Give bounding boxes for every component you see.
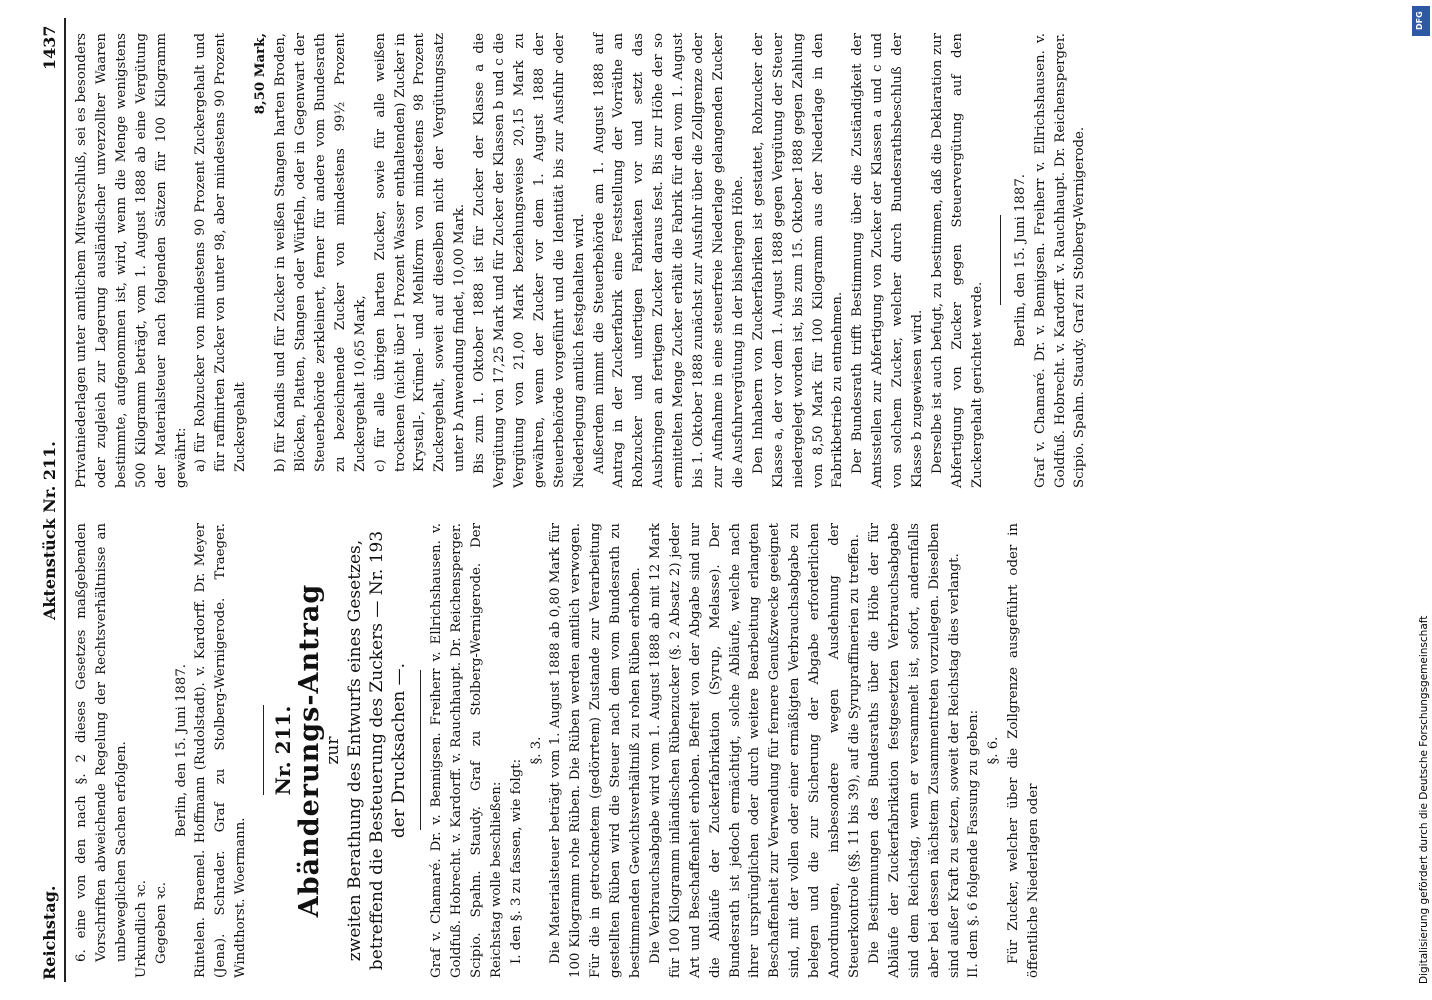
item-6: 6. eine von den nach §. 2 dieses Gesetzes maßgebenden Vorschriften abweichende Regelung der Rechtsverhältnisse an unbeweglichen Sachen erfolgen.: [74, 523, 129, 962]
paragraph-6-heading: §. 6.: [986, 736, 1002, 765]
dfg-logo-text: DFG: [1415, 11, 1424, 30]
paragraph-6-text-5: Den Inhabern von Zuckerfabriken ist gestattet, Rohzucker der Klasse a, der vor dem 1. August 1888 gegen Vergütung der Steuer niedergelegt worden ist, bis zum 15. Oktober 1888 gegen Zahlung von 8,50 Mark für 100 Kilogramm aus der Niederlage in den Fabrikbetrieb zu entnehmen.: [750, 33, 846, 488]
date-line-1: Berlin, den 15. Juni 1887.: [173, 663, 189, 838]
signatories-2: Graf v. Chamaré. Dr. v. Bennigsen. Freiherr v. Ellrichshausen. v. Goldfuß. Hobrecht. v. Kardorff. v. Rauchhaupt. Dr. Reichensperger. Scipio. Spahn. Staudy. Graf zu Stolberg-Wernigerode.: [1032, 33, 1088, 488]
item-I: I. den §. 3 zu fassen, wie folgt:: [508, 758, 524, 964]
amendment-title: Abänderungs-Antrag: [294, 583, 326, 918]
date-divider: [1000, 216, 1001, 306]
paragraph-3-text-2: Die Verbrauchsabgabe wird vom 1. August 1888 ab mit 12 Mark für 100 Kilogramm inländischen Rübenzucker (§. 2 Absatz 2) jeder Art und Beschaffenheit erhoben. Befreit von der Abgabe sind nur die Abläufe der Zuckerfabrikation (Syrup, Melasse). Der Bundesrath ist jedoch ermächtigt, solche Abläufe, welche nach ihrer ursprünglichen oder durch weitere Bearbeitung erlangten Beschaffenheit zur Verwendung für fernere Genußzwecke geeignet sind, mit der vollen oder einer ermäßigten Verbrauchsabgabe zu belegen und die zur Sicherung der Abgabe erforderlichen Anordnungen, insbesondere wegen Ausdehnung der Steuerkontrole (§§. 11 bis 39), auf die Syrupraffinerien zu treffen.: [647, 523, 862, 978]
item-a: a) für Rohzucker von mindestens 90 Prozent Zuckergehalt und für raffinirten Zucker von unter 98, aber mindestens 90 Prozent Zuckergehalt: [193, 33, 249, 472]
paragraph-6-text-7: Derselbe ist auch befugt, zu bestimmen, daß die Deklaration zur Abfertigung von Zucker gegen Steuervergütung auf den Zuckergehalt gerichtet werde.: [929, 33, 985, 488]
zur-text: zur: [322, 736, 343, 765]
right-column: [72, 33, 1090, 488]
urkundlich-text: Urkundlich ꝛc.: [133, 880, 149, 978]
paragraph-6-text-3: Bis zum 1. Oktober 1888 ist für Zucker der Klasse a die Vergütung von 17,25 Mark und für Zucker der Klassen b und c die Vergütung von 21,00 Mark beziehungsweise 20,15 Mark zu gewähren, wenn der Zucker vor dem 1. August 1888 der Steuerbehörde vorgeführt und die Identität bis zur Ausfuhr oder Niederlegung amtlich festgehalten wird.: [472, 33, 587, 488]
paragraph-6-text-6: Der Bundesrath trifft Bestimmung über die Zuständigkeit der Amtsstellen zur Abfertigung von Zucker der Klassen a und c und von solchem Zucker, welcher durch Bundesrathsbeschluß der Klasse b zugewiesen wird.: [850, 33, 926, 488]
document-number-title: Nr. 211.: [271, 705, 296, 796]
paragraph-6-text-4: Außerdem nimmt die Steuerbehörde am 1. August 1888 auf Antrag in der Zuckerfabrik eine Feststellung der Vorräthe an Rohzucker und unfertigen Fabrikaten vor und setzt das Ausbringen an fertigem Zucker daraus fest. Bis zur Höhe der so ermittelten Menge Zucker erhält die Fabrik für den vom 1. August bis 1. Oktober 1888 zunächst zur Ausfuhr über die Zollgrenze oder zur Aufnahme in eine steuerfreie Niederlage gelangenden Zucker die Ausfuhrvergütung in der bisherigen Höhe.: [591, 33, 746, 488]
item-a-amount: 8,50 Mark,: [253, 33, 269, 115]
header-center: Aktenstück Nr. 211.: [40, 441, 59, 620]
amendment-subtitle: zweiten Berathung des Entwurfs eines Gesetzes, betreffend die Besteuerung des Zuckers — Nr. 193 der Drucksachen —.: [344, 530, 409, 971]
paragraph-6-text-2: Privatniederlagen unter amtlichem Mitverschluß, sei es besonders oder zugleich zur Lagerung ausländischer unverzollter Waaren bestimmte, aufgenommen ist, wird, wenn die Menge wenigstens 500 Kilogramm beträgt, vom 1. August 1888 ab eine Vergütung der Materialsteuer nach folgenden Sätzen für 100 Kilogramm gewährt:: [74, 33, 189, 488]
header-rule: [64, 18, 66, 982]
digitization-note: Digitalisierung gefördert durch die Deutsche Forschungsgemeinschaft: [1418, 615, 1430, 984]
header-left: Reichstag.: [40, 885, 59, 980]
item-c: c) für alle übrigen harten Zucker, sowie für alle weißen trockenen (nicht über 1 Prozent Wasser enthaltenden) Zucker in Krystall-, Krümel- und Mehlform von mindestens 98 Prozent Zuckergehalt, soweit auf dieselben nicht der Vergütungssatz unter b Anwendung findet, 10,00 Mark.: [372, 33, 468, 472]
item-II: II. dem §. 6 folgende Fassung zu geben:: [966, 709, 982, 978]
page-number: 1437: [40, 25, 59, 70]
date-line-2: Berlin, den 15. Juni 1887.: [1012, 173, 1028, 348]
paragraph-6-text-1: Für Zucker, welcher über die Zollgrenze ausgeführt oder in öffentliche Niederlagen oder: [1006, 523, 1042, 978]
signatories-1: Rintelen. Braemel. Hoffmann (Rudolstadt). v. Kardorff. Dr. Meyer (Jena). Schrader. Graf zu Stolberg-Wernigerode. Traeger. Windthorst. Woermann.: [193, 523, 249, 978]
paragraph-3-text-3: Die Bestimmungen des Bundesraths über die Höhe der für Abläufe der Zuckerfabrikation festgesetzten Verbrauchsabgabe sind dem Reichstag, wenn er versammelt ist, sofort, andernfalls aber bei dessen nächstem Zusammentreten vorzulegen. Dieselben sind außer Kraft zu setzen, soweit der Reichstag dies verlangt.: [866, 523, 962, 978]
subtitle-divider: [420, 671, 421, 831]
gegeben-text: Gegeben ꝛc.: [153, 881, 169, 964]
left-column: [72, 523, 1044, 978]
section-divider: [263, 706, 264, 796]
paragraph-3-heading: §. 3.: [528, 736, 544, 765]
item-b: b) für Kandis und für Zucker in weißen Stangen harten Broden, Blöcken, Platten, Stangen oder Würfeln, oder in Gegenwart der Steuerbehörde zerkleinert, ferner für andere vom Bundesrath zu bezeichnende Zucker von mindestens 99½ Prozent Zuckergehalt 10,65 Mark,: [273, 33, 368, 472]
paragraph-3-text-1: Die Materialsteuer beträgt vom 1. August 1888 ab 0,80 Mark für 100 Kilogramm rohe Rüben. Die Rüben werden amtlich verwogen. Für die in getrocknetem (gedörrtem) Zustande zur Verarbeitung gestellten Rüben wird die Steuer nach dem vom Bundesrath zu bestimmenden Gewichtsverhältniß zu rohen Rüben erhoben.: [548, 523, 644, 978]
movers-text: Graf v. Chamaré. Dr. v. Bennigsen. Freiherr v. Ellrichshausen. v. Goldfuß. Hobrecht. v. Kardorff. v. Rauchhaupt. Dr. Reichensperger. Scipio. Spahn. Staudy. Graf zu Stolberg-Wernigerode. Der Reichstag wolle beschließen:: [428, 523, 504, 978]
